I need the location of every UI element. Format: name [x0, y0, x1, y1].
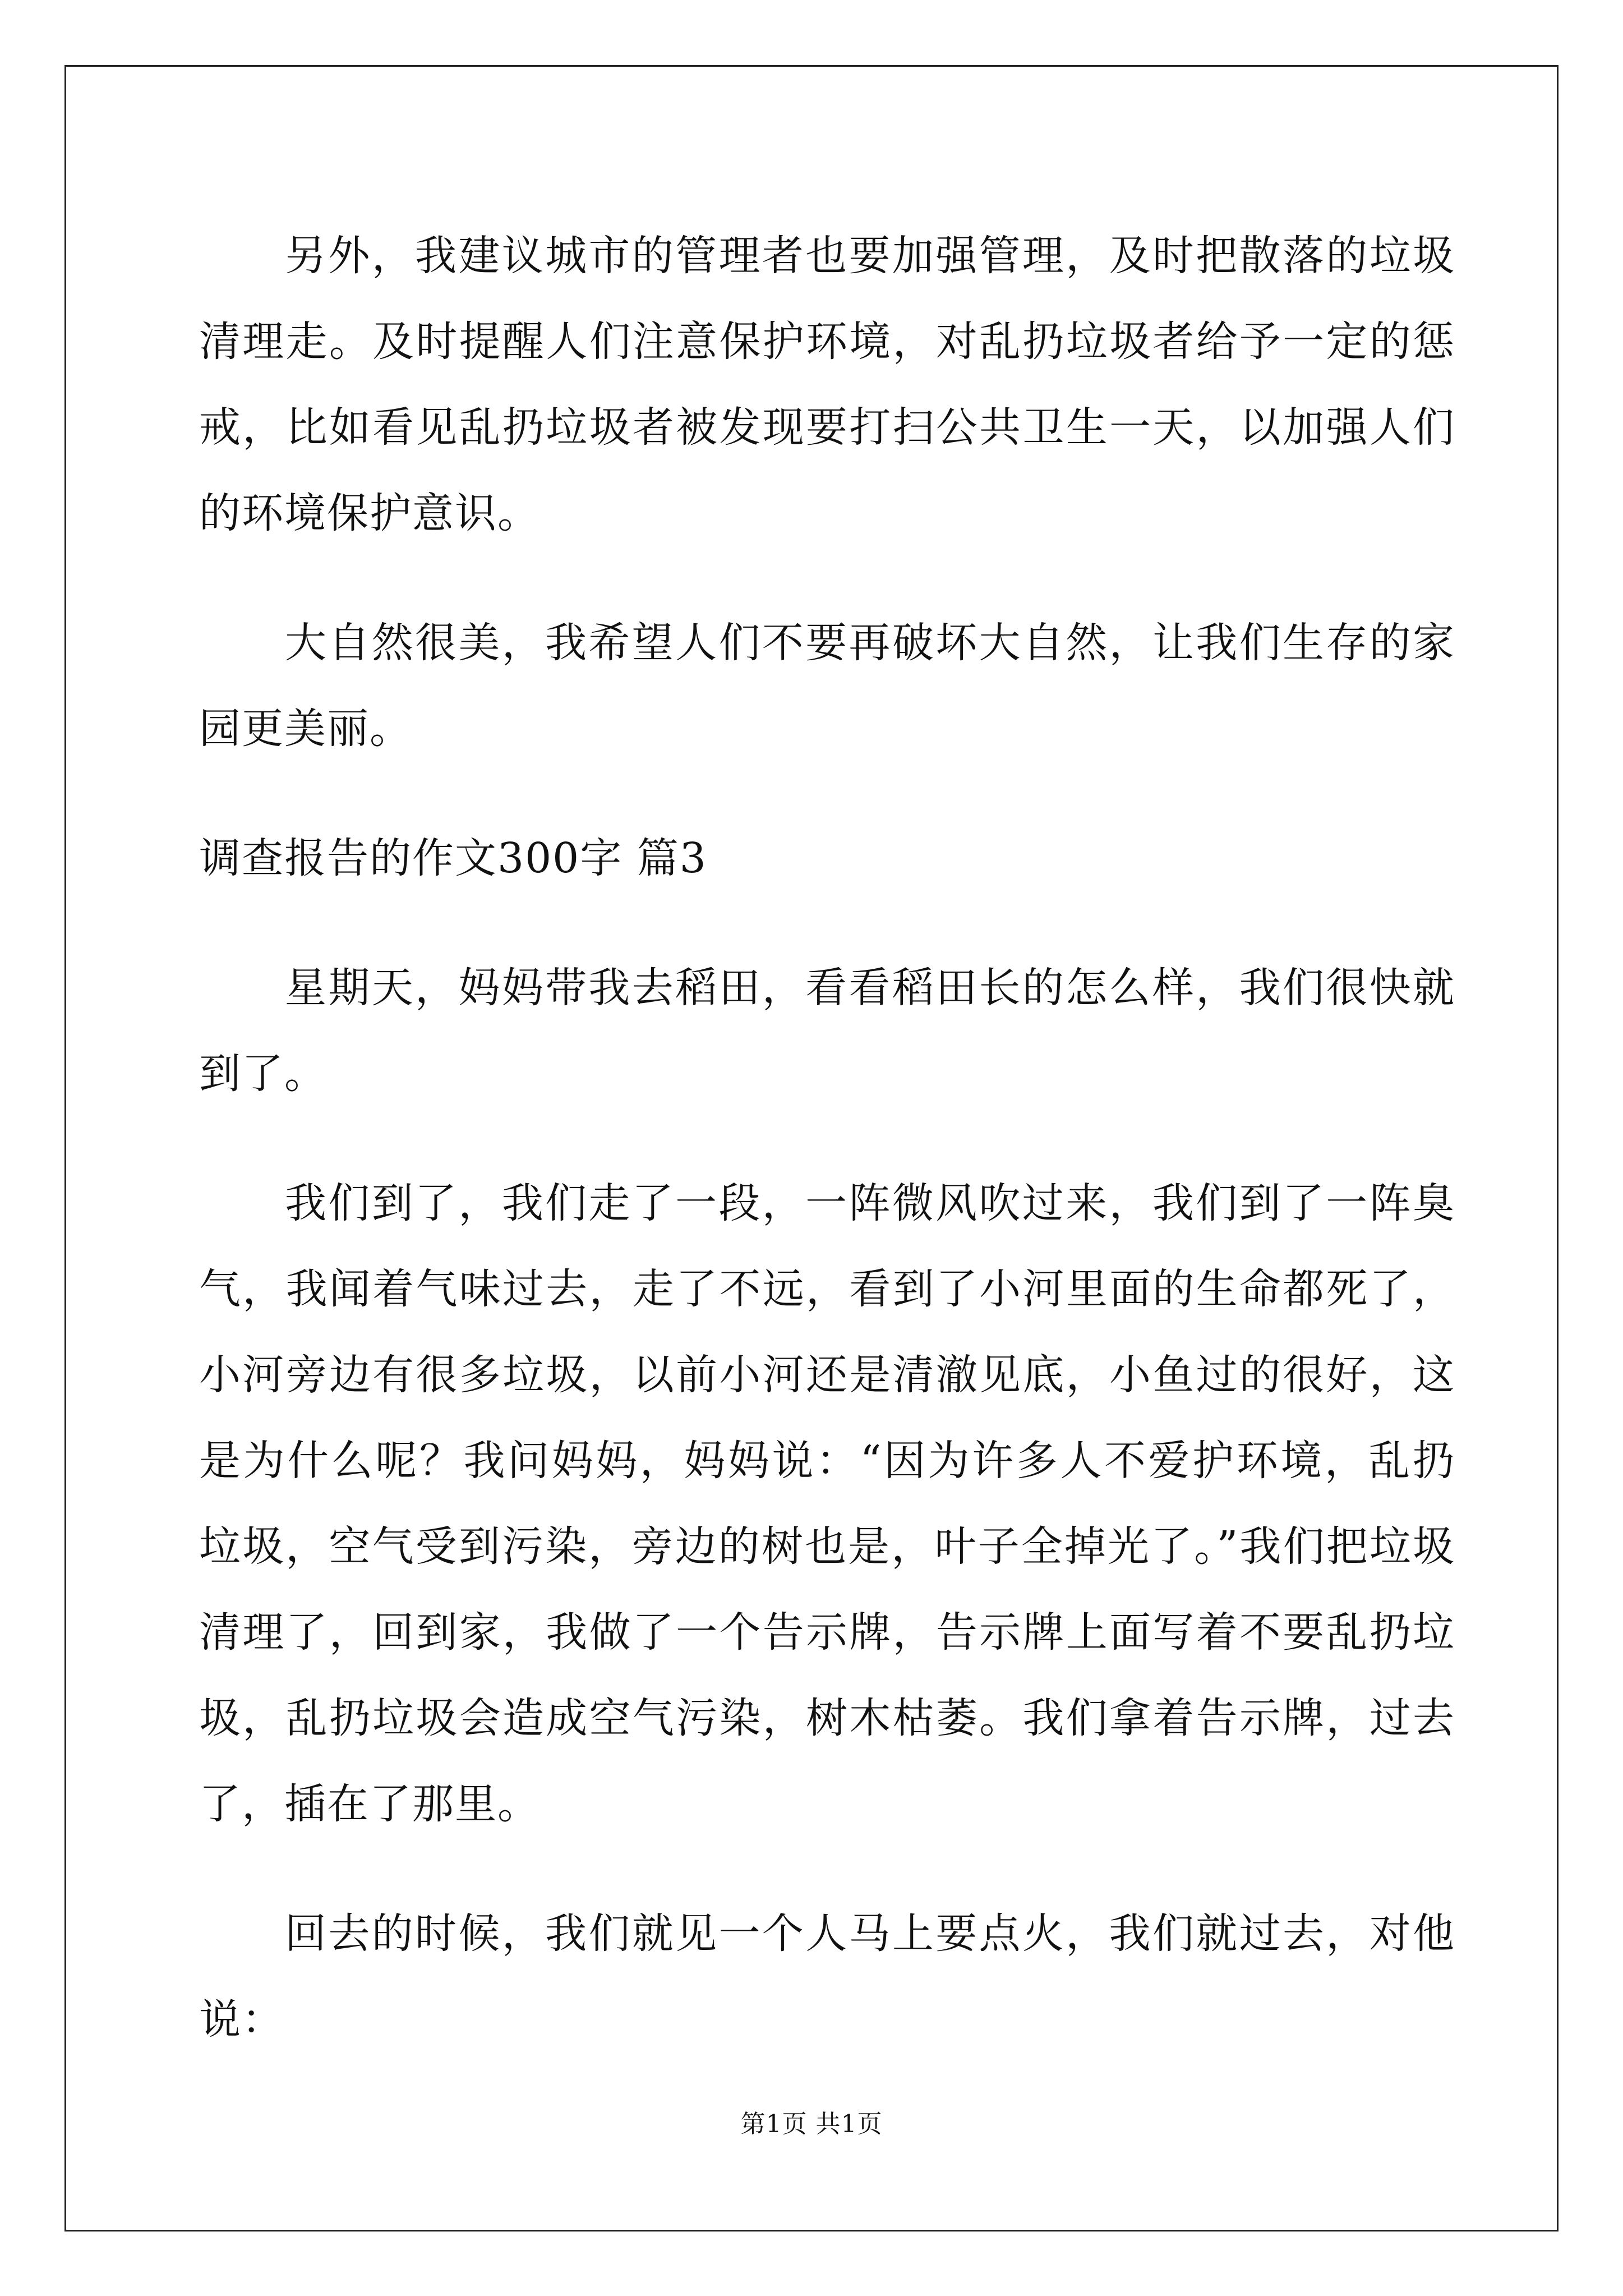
document-body [199, 213, 1455, 2106]
paragraph-2: 大自然很美，我希望人们不要再破坏大自然，让我们生存的家园更美丽。 [199, 619, 1455, 753]
paragraph-5: 回去的时候，我们就见一个人马上要点火，我们就过去，对他说： [199, 1910, 1455, 2044]
paragraph-1: 另外，我建议城市的管理者也要加强管理，及时把散落的垃圾清理走。及时提醒人们注意保护环境，对乱扔垃圾者给予一定的惩戒，比如看见乱扔垃圾者被发现要打扫公共卫生一天，以加强人们的环境保护意识。 [199, 232, 1455, 537]
page-number-footer: 第1页 共1页 [740, 2110, 883, 2138]
paragraph-4: 我们到了，我们走了一段，一阵微风吹过来，我们到了一阵臭气，我闻着气味过去，走了不远，看到了小河里面的生命都死了，小河旁边有很多垃圾，以前小河还是清澈见底，小鱼过的很好，这是为什么呢？我问妈妈，妈妈说：“因为许多人不爱护环境，乱扔垃圾，空气受到污染，旁边的树也是，叶子全掉光了。”我们把垃圾清理了，回到家，我做了一个告示牌，告示牌上面写着不要乱扔垃圾，乱扔垃圾会造成空气污染，树木枯萎。我们拿着告示牌，过去了，插在了那里。 [199, 1179, 1455, 1828]
section-heading: 调查报告的作文300字 篇3 [199, 834, 707, 882]
paragraph-3: 星期天，妈妈带我去稻田，看看稻田长的怎么样，我们很快就到了。 [199, 964, 1455, 1098]
